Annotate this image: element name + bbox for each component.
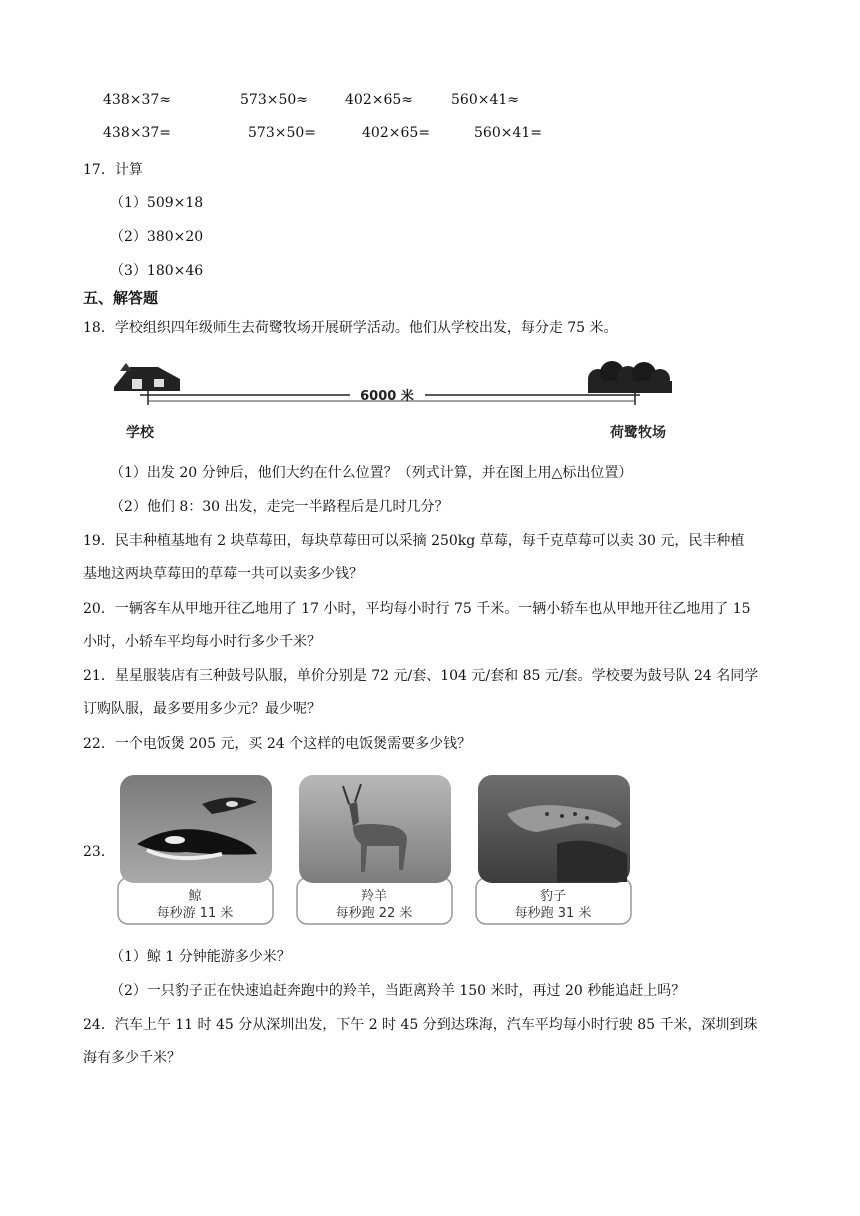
distance-label: 6000 米 (360, 389, 414, 404)
exact-4: 560×41= (474, 125, 542, 141)
q22-text: 22．一个电饭煲 205 元，买 24 个这样的电饭煲需要多少钱？ (83, 736, 472, 752)
exact-1: 438×37= (103, 125, 171, 141)
whale-speed: 每秒游 11 米 (156, 906, 234, 921)
leopard-name: 豹子 (539, 889, 567, 904)
q18-text: 18．学校组织四年级师生去荷鹭牧场开展研学活动。他们从学校出发，每分走 75 米。 (83, 320, 618, 336)
q17-item-3: （3）180×46 (110, 263, 204, 279)
exact-3: 402×65= (362, 125, 430, 141)
estimate-3-approx: 402×65≈ (345, 92, 413, 108)
q17-item-1: （1）509×18 (110, 195, 204, 211)
q23-part-1: （1）鲸 1 分钟能游多少米？ (110, 949, 291, 965)
q18-part-1: （1）出发 20 分钟后，他们大约在什么位置？（列式计算，并在图上用△标出位置） (110, 465, 633, 481)
estimate-1-approx: 438×37≈ (103, 92, 171, 108)
route-map (110, 357, 680, 447)
school-label: 学校 (126, 425, 154, 441)
q21-line-2: 订购队服，最多要用多少元？最少呢？ (83, 701, 321, 717)
q20-line-1: 20．一辆客车从甲地开往乙地用了 17 小时，平均每小时行 75 千米。一辆小轿车也从甲地开往乙地用了 15 (83, 601, 751, 617)
q19-line-2: 基地这两块草莓田的草莓一共可以卖多少钱？ (83, 566, 363, 582)
estimate-2-approx: 573×50≈ (240, 92, 308, 108)
ranch-trees-icon (588, 361, 672, 393)
q18-part-2: （2）他们 8：30 出发，走完一半路程后是几时几分？ (110, 499, 449, 515)
q23-number: 23． (83, 844, 115, 860)
estimate-4-approx: 560×41≈ (451, 92, 519, 108)
antelope-card (297, 775, 452, 924)
q19-line-1: 19．民丰种植基地有 2 块草莓田，每块草莓田可以采摘 250kg 草莓，每千克草莓可以卖 30 元，民丰种植 (83, 533, 745, 549)
q24-line-2: 海有多少千米？ (83, 1050, 181, 1066)
leopard-speed: 每秒跑 31 米 (514, 906, 592, 921)
q24-line-1: 24．汽车上午 11 时 45 分从深圳出发，下午 2 时 45 分到达珠海，汽车平均每小时行驶 85 千米，深圳到珠 (83, 1017, 758, 1033)
exact-2: 573×50= (248, 125, 316, 141)
whale-name: 鲸 (188, 889, 202, 904)
whale-card (118, 775, 273, 924)
ranch-label: 荷鹭牧场 (610, 425, 666, 441)
school-building-icon (114, 363, 180, 391)
antelope-speed: 每秒跑 22 米 (335, 906, 413, 921)
q17-item-2: （2）380×20 (110, 229, 204, 245)
antelope-name: 羚羊 (360, 889, 388, 904)
q20-line-2: 小时，小轿车平均每小时行多少千米？ (83, 634, 321, 650)
leopard-card (476, 775, 631, 924)
q17-title: 17．计算 (83, 162, 143, 178)
q21-line-1: 21．星星服装店有三种鼓号队服，单价分别是 72 元/套、104 元/套和 85 元/套。学校要为鼓号队 24 名同学 (83, 668, 759, 684)
section-heading: 五、解答题 (83, 289, 159, 307)
q23-part-2: （2）一只豹子正在快速追赶奔跑中的羚羊，当距离羚羊 150 米时，再过 20 秒能追赶上吗？ (110, 983, 686, 999)
animal-cards (117, 774, 637, 926)
